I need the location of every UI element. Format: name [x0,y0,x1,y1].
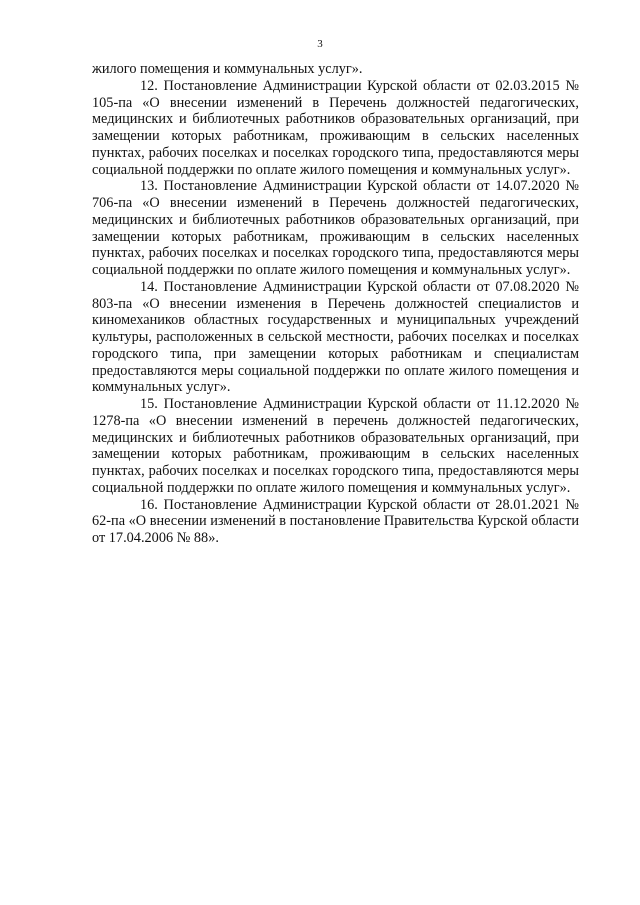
paragraph-item-15: 15. Постановление Администрации Курской области от 11.12.2020 № 1278-па «О внесении изменений в перечень должностей педагогических, медицинских и библиотечных работников образовательных организаций, при замещении которых работникам, проживающим в сельских населенных пунктах, рабочих поселках и поселках городского типа, предоставляются меры социальной поддержки по оплате жилого помещения и коммунальных услуг». [92,396,579,496]
paragraph-item-13: 13. Постановление Администрации Курской области от 14.07.2020 № 706-па «О внесении изменений в Перечень должностей педагогических, медицинских и библиотечных работников образовательных организаций, при замещении которых работникам, проживающим в сельских населенных пунктах, рабочих поселках и поселках городского типа, предоставляются меры социальной поддержки по оплате жилого помещения и коммунальных услуг». [92,178,579,278]
document-body [92,61,579,547]
paragraph-item-16: 16. Постановление Администрации Курской области от 28.01.2021 № 62-па «О внесении изменений в постановление Правительства Курской области от 17.04.2006 № 88». [92,496,579,546]
paragraph-item-12: 12. Постановление Администрации Курской области от 02.03.2015 № 105-па «О внесении изменений в Перечень должностей педагогических, медицинских и библиотечных работников образовательных организаций, при замещении которых работникам, проживающим в сельских населенных пунктах, рабочих поселках и поселках городского типа, предоставляются меры социальной поддержки по оплате жилого помещения и коммунальных услуг». [92,77,579,178]
page-number: 3 [317,38,323,50]
paragraph-continuation: жилого помещения и коммунальных услуг». [92,61,363,77]
paragraph-item-14: 14. Постановление Администрации Курской области от 07.08.2020 № 803-па «О внесении изменения в Перечень должностей специалистов и киномехаников областных государственных и муниципальных учреждений культуры, расположенных в сельской местности, рабочих поселках и поселках городского типа, при замещении которых работникам и специалистам предоставляются меры социальной поддержки по оплате жилого помещения и коммунальных услуг». [92,278,579,396]
